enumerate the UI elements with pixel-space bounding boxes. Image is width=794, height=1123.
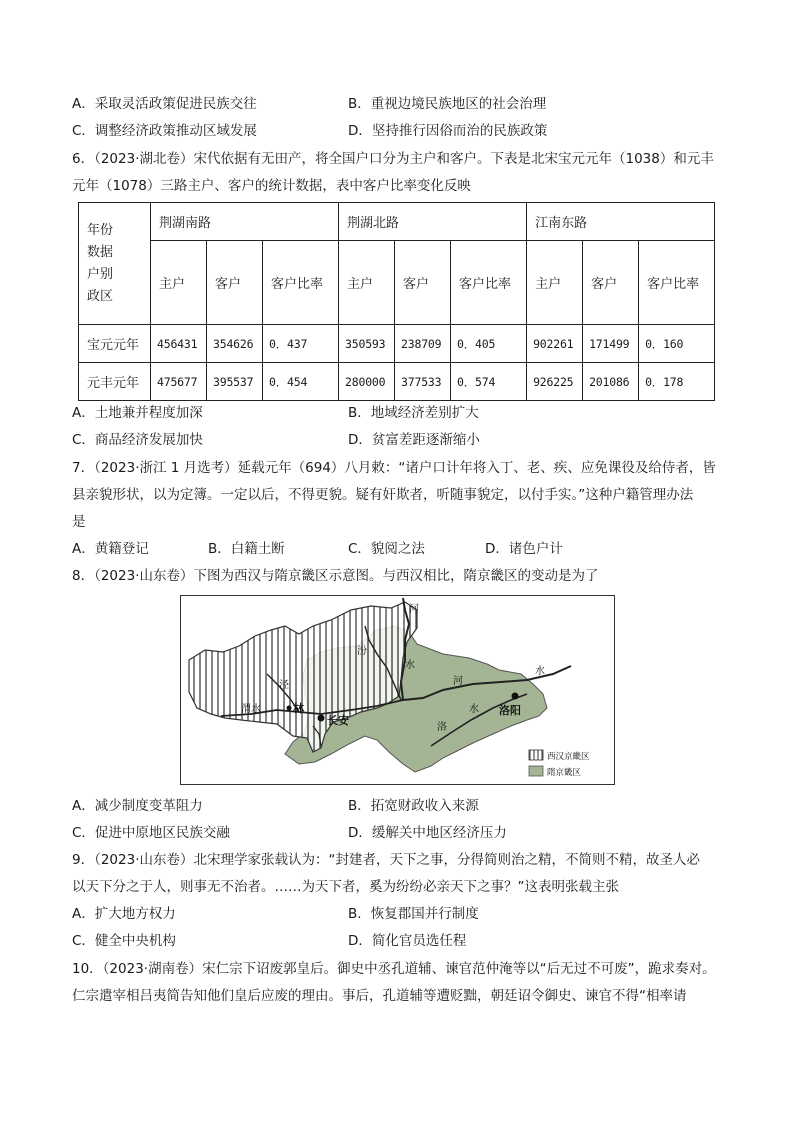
q10-stem-line2: 仁宗遣宰相吕夷简告知他们皇后应废的理由。事后，孔道辅等遭贬黜，朝廷诏令御史、谏官不得“相率请 bbox=[72, 988, 687, 1004]
q6-option-a: A．土地兼并程度加深 bbox=[72, 405, 203, 421]
table-cell: 0．437 bbox=[263, 325, 339, 363]
region-header-jinghu-north: 荆湖北路 bbox=[339, 203, 527, 241]
subheader-cell: 主户 bbox=[339, 241, 395, 325]
table-cell: 475677 bbox=[151, 363, 207, 401]
table-cell: 0．574 bbox=[451, 363, 527, 401]
q7-option-b: B．白籍土断 bbox=[208, 541, 285, 557]
q7-option-d: D．诸色户计 bbox=[485, 541, 563, 557]
table-cell: 354626 bbox=[207, 325, 263, 363]
q7-stem-line2: 县亲貌形状，以为定簿。一定以后，不得更貌。疑有奸欺者，听随事貌定，以付手实。”这种户籍管理办法 bbox=[72, 487, 694, 503]
q9-option-a: A．扩大地方权力 bbox=[72, 906, 176, 922]
table-cell: 456431 bbox=[151, 325, 207, 363]
table-cell: 395537 bbox=[207, 363, 263, 401]
q10-stem-line1: 10．（2023·湖南卷）宋仁宗下诏废郭皇后。御史中丞孔道辅、谏官范仲淹等以“后无过不可废”，跪求奏对。 bbox=[72, 961, 716, 977]
map-label-wei: 渭水 bbox=[241, 704, 261, 715]
q8-option-c: C．促进中原地区民族交融 bbox=[72, 825, 230, 841]
subheader-cell: 主户 bbox=[151, 241, 207, 325]
q5-option-a: A．采取灵活政策促进民族交往 bbox=[72, 96, 257, 112]
q9-option-c: C．健全中央机构 bbox=[72, 933, 176, 949]
q7-stem-line3: 是 bbox=[72, 514, 86, 530]
q6-option-c: C．商品经济发展加快 bbox=[72, 432, 203, 448]
q9-stem-line2: 以天下分之于人，则事无不治者。……为天下者，奚为纷纷必亲天下之事？”这表明张载主张 bbox=[72, 879, 619, 895]
table-row-baoyuan bbox=[79, 325, 715, 363]
q7-option-c: C．貌阅之法 bbox=[348, 541, 425, 557]
legend-xihan-label: 西汉京畿区 bbox=[547, 752, 590, 762]
table-corner-header: 年份 数据 户别 政区 bbox=[79, 203, 151, 325]
legend-sui-label: 隋京畿区 bbox=[547, 768, 582, 778]
table-cell: 0．178 bbox=[639, 363, 715, 401]
q6-option-b: B．地域经济差别扩大 bbox=[348, 405, 479, 421]
map-label-shui-2: 水 bbox=[535, 666, 545, 677]
q8-option-d: D．缓解关中地区经济压力 bbox=[348, 825, 507, 841]
changan-city-dot bbox=[318, 715, 325, 722]
table-cell: 0．454 bbox=[263, 363, 339, 401]
q9-option-b: B．恢复郡国并行制度 bbox=[348, 906, 479, 922]
subheader-cell: 客户 bbox=[207, 241, 263, 325]
q8-option-a: A．减少制度变革阻力 bbox=[72, 798, 203, 814]
map-label-jing: 泾 bbox=[279, 680, 289, 691]
lin-city-dot bbox=[287, 706, 292, 711]
map-label-luo: 洛 bbox=[437, 722, 447, 733]
subheader-cell: 客户 bbox=[395, 241, 451, 325]
row-year: 元丰元年 bbox=[79, 363, 151, 401]
q7-option-a: A．黄籍登记 bbox=[72, 541, 149, 557]
map-figure bbox=[181, 596, 614, 784]
table-cell: 377533 bbox=[395, 363, 451, 401]
luoyang-city-dot bbox=[512, 693, 519, 700]
q8-option-b: B．拓宽财政收入来源 bbox=[348, 798, 479, 814]
map-label-shui-3: 水 bbox=[469, 704, 479, 715]
map-label-fen: 汾 bbox=[357, 646, 367, 657]
q5-option-d: D．坚持推行因俗而治的民族政策 bbox=[348, 123, 548, 139]
table-cell: 0．160 bbox=[639, 325, 715, 363]
q7-stem-line1: 7．（2023·浙江 1 月选考）延载元年（694）八月敕：“诸户口计年将入丁、老、疾、应免课役及给侍者，皆 bbox=[72, 460, 716, 476]
table-cell: 0．405 bbox=[451, 325, 527, 363]
map-label-he-top: 河 bbox=[409, 604, 419, 615]
table-row-yuanfeng bbox=[79, 363, 715, 401]
q6-stem-line1: 6．（2023·湖北卷）宋代依据有无田产，将全国户口分为主户和客户。下表是北宋宝元元年（1038）和元丰 bbox=[72, 151, 714, 167]
table-cell: 201086 bbox=[583, 363, 639, 401]
map-label-lin: 林 bbox=[293, 702, 304, 715]
row-year: 宝元元年 bbox=[79, 325, 151, 363]
subheader-cell: 客户比率 bbox=[451, 241, 527, 325]
subheader-cell: 客户比率 bbox=[263, 241, 339, 325]
map-label-changan: 长安 bbox=[327, 714, 349, 727]
q6-stem-line2: 元年（1078）三路主户、客户的统计数据，表中客户比率变化反映 bbox=[72, 178, 471, 194]
subheader-cell: 客户比率 bbox=[639, 241, 715, 325]
map-label-he-mid: 河 bbox=[453, 676, 463, 687]
q8-stem-line1: 8．（2023·山东卷）下图为西汉与隋京畿区示意图。与西汉相比，隋京畿区的变动是为了 bbox=[72, 568, 599, 584]
table-cell: 238709 bbox=[395, 325, 451, 363]
household-statistics-table bbox=[78, 202, 715, 401]
q5-option-b: B．重视边境民族地区的社会治理 bbox=[348, 96, 547, 112]
map-label-shui-1: 水 bbox=[405, 660, 415, 671]
q9-stem-line1: 9．（2023·山东卷）北宋理学家张载认为：“封建者，天下之事，分得简则治之精，不简则不精，故圣人必 bbox=[72, 852, 700, 868]
map-label-luoyang: 洛阳 bbox=[499, 704, 521, 717]
q6-option-d: D．贫富差距逐渐缩小 bbox=[348, 432, 480, 448]
table-cell: 902261 bbox=[527, 325, 583, 363]
capital-region-map bbox=[180, 595, 615, 785]
region-header-jiangnan-east: 江南东路 bbox=[527, 203, 715, 241]
subheader-cell: 客户 bbox=[583, 241, 639, 325]
map-legend bbox=[529, 750, 590, 778]
table-cell: 171499 bbox=[583, 325, 639, 363]
table-cell: 350593 bbox=[339, 325, 395, 363]
q5-option-c: C．调整经济政策推动区域发展 bbox=[72, 123, 257, 139]
q9-option-d: D．简化官员选任程 bbox=[348, 933, 467, 949]
table-cell: 926225 bbox=[527, 363, 583, 401]
subheader-cell: 主户 bbox=[527, 241, 583, 325]
table-cell: 280000 bbox=[339, 363, 395, 401]
region-header-jinghu-south: 荆湖南路 bbox=[151, 203, 339, 241]
